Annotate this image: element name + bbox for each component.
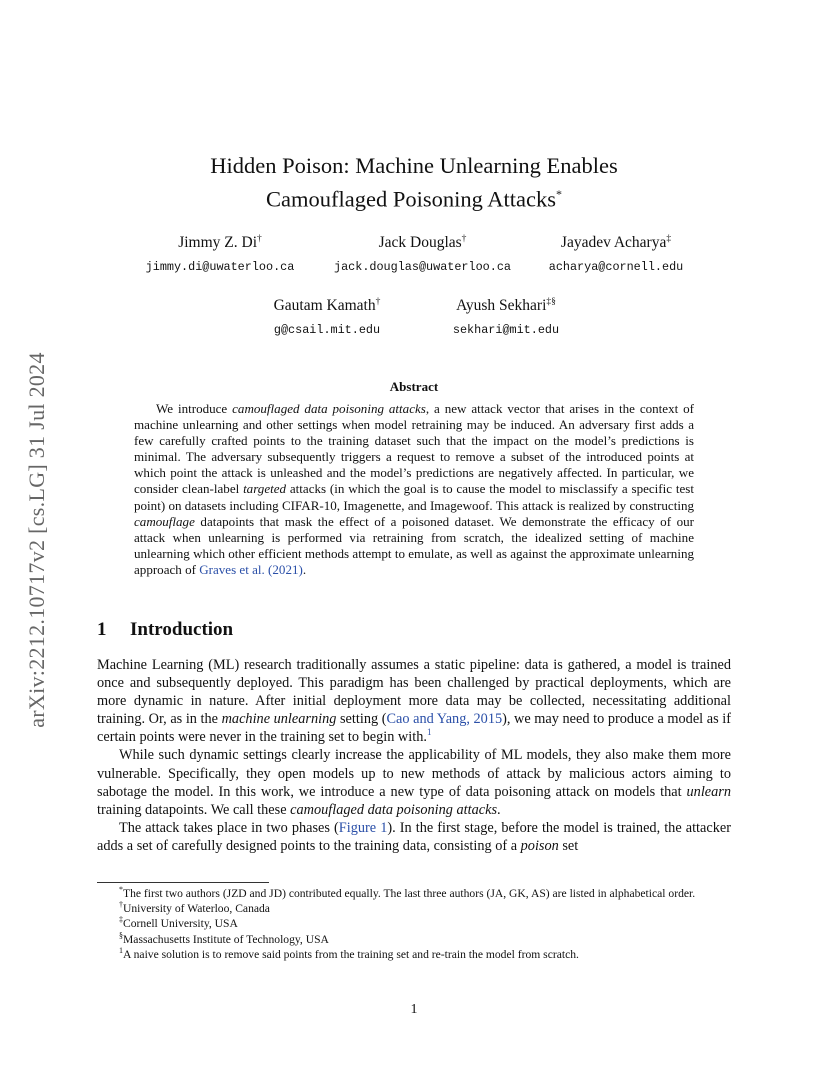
footnote-link[interactable]: 1 — [426, 727, 432, 738]
author-email: jack.douglas@uwaterloo.ca — [334, 260, 511, 275]
footnote: §Massachusetts Institute of Technology, USA — [119, 930, 329, 946]
affiliation-mark: † — [375, 297, 381, 307]
author-block — [320, 229, 525, 274]
title-line-2: Camouflaged Poisoning Attacks* — [266, 186, 562, 212]
affiliation-mark: † — [461, 234, 467, 244]
footnotes — [97, 886, 731, 962]
section-number: 1 — [97, 619, 107, 640]
author-block — [140, 229, 300, 274]
citation-link[interactable]: Graves et al. (2021) — [199, 561, 303, 577]
body-text — [97, 656, 731, 855]
footnote-separator — [97, 882, 269, 883]
author-email: jimmy.di@uwaterloo.ca — [145, 260, 295, 275]
footnote: *The first two authors (JZD and JD) contributed equally. The last three authors (JA, GK, AS) are listed in alphabetical order. — [119, 885, 696, 900]
author-name: Jimmy Z. Di — [178, 234, 258, 252]
author-name: Gautam Kamath — [273, 297, 376, 315]
affiliation-mark: † — [257, 234, 262, 244]
footnote: ‡Cornell University, USA — [119, 915, 238, 931]
author-name: Jack Douglas — [378, 234, 462, 252]
page-number: 1 — [410, 1002, 418, 1017]
figure-link[interactable]: Figure 1 — [338, 819, 388, 836]
paper-title — [0, 151, 828, 214]
affiliation-mark: ‡§ — [546, 297, 556, 307]
author-email: sekhari@mit.edu — [452, 323, 560, 338]
arxiv-identifier: arXiv:2212.10717v2 [cs.LG] 31 Jul 2024 — [24, 352, 49, 728]
author-name: Jayadev Acharya — [560, 234, 667, 252]
footnote: $^1$A naive solution is to remove said points from the training set and re-train the model from scratch. — [119, 945, 579, 961]
section-heading — [97, 619, 233, 641]
author-email: acharya@cornell.edu — [548, 260, 684, 275]
author-email: g@csail.mit.edu — [273, 323, 381, 338]
author-name: Ayush Sekhari — [456, 297, 547, 315]
title-line-1: Hidden Poison: Machine Unlearning Enables — [210, 153, 618, 178]
citation-link[interactable]: Cao and Yang, 2015 — [386, 711, 503, 728]
paragraph: The attack takes place in two phases (Figure 1). In the first stage, before the model is trained, the attacker adds a set of carefully designed points to the training data, consisting of a poison set — [97, 819, 731, 854]
paragraph: While such dynamic settings clearly increase the applicability of ML models, they also make them more vulnerable. Specifically, they open models up to new methods of attack by malicious actors aiming to sabotage the model. In this work, we introduce a new type of data poisoning attack on models that unlearn training datapoints. We call these camouflaged data poisoning attacks. — [97, 747, 731, 818]
author-block — [536, 229, 696, 274]
title-footnote-mark: * — [555, 187, 562, 201]
abstract-heading: Abstract — [389, 379, 439, 394]
paragraph: Machine Learning (ML) research traditionally assumes a static pipeline: data is gathered, a model is trained once and subsequently deployed. This paradigm has been challenged by practical deployments, which are more dynamic in nature. After initial deployment more data may be collected, necessitating additional training. Or, as in the machine unlearning setting (Cao and Yang, 2015), we may need to produce a model as if certain points were never in the training set to begin with.$^1$ — [97, 657, 731, 746]
author-block — [252, 292, 402, 337]
affiliation-mark: ‡ — [666, 234, 672, 244]
footnote: †University of Waterloo, Canada — [119, 900, 270, 916]
arxiv-sidebar-stamp — [14, 300, 60, 780]
abstract-text: We introduce camouflaged data poisoning attacks, a new attack vector that arises in the context of machine unlearning and other settings when model retraining may be induced. An adversary first adds a few carefully crafted points to the training dataset such that the impact on the model’s predictions is minimal. The adversary subsequently triggers a request to remove a subset of the introduced points at which point the attack is unleashed and the model’s predictions are negatively affected. In particular, we consider clean-label targeted attacks (in which the goal is to cause the model to misclassify a specific test point) on datasets including CIFAR-10, Imagenette, and Imagewoof. This attack is realized by constructing camouflage datapoints that mask the effect of a poisoned dataset. We demonstrate the efficacy of our attack when unlearning is performed via retraining from scratch, the idealized setting of machine unlearning which other efficient methods attempt to emulate, as well as against the approximate unlearning approach of Graves et al. (2021). — [134, 401, 695, 577]
author-block — [436, 292, 576, 337]
section-title: Introduction — [130, 619, 234, 640]
